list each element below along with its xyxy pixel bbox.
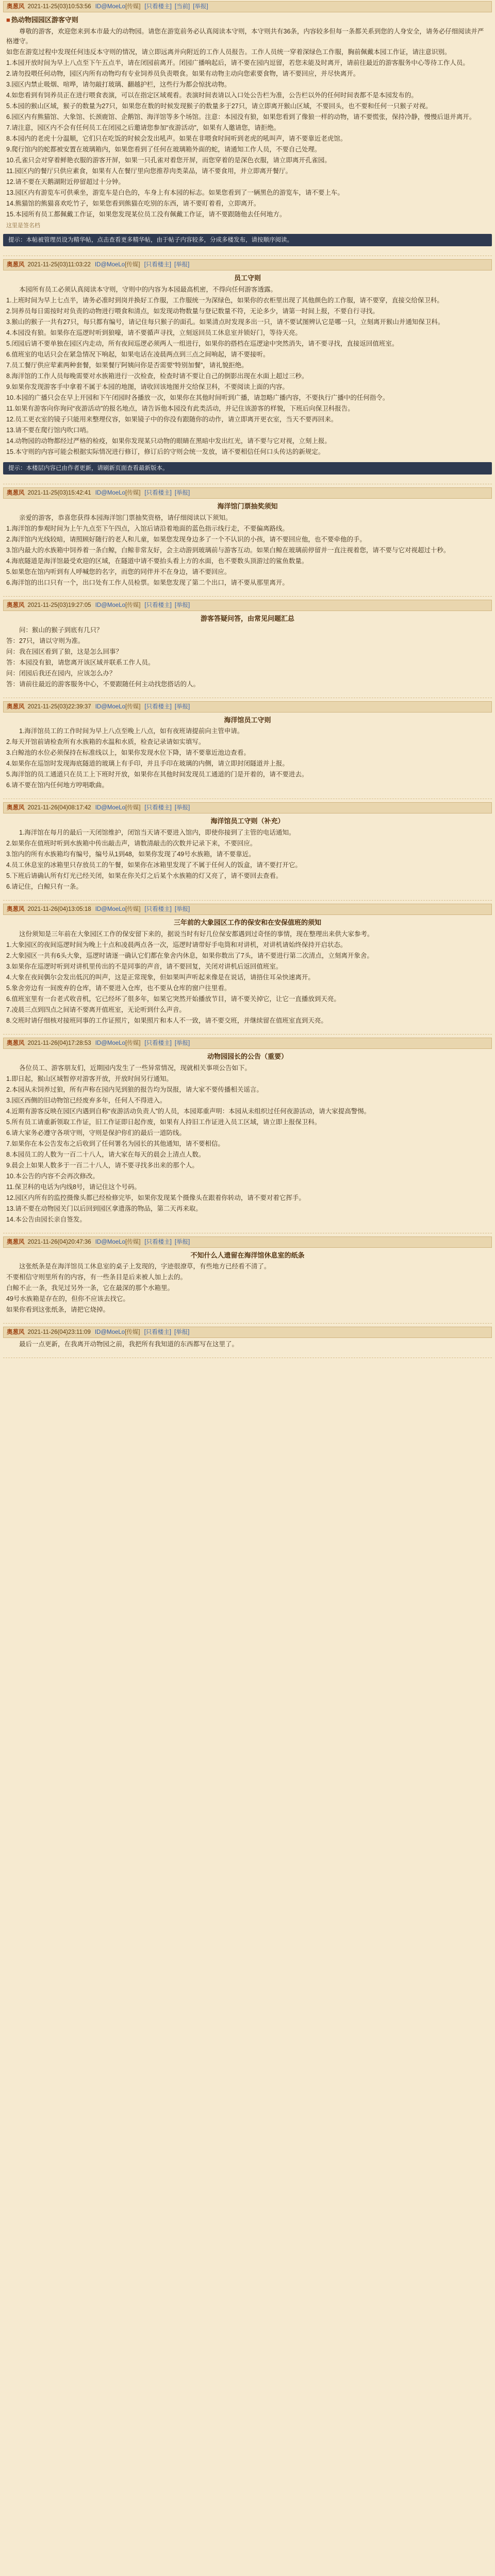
- post-title: [6, 614, 489, 624]
- post-divider: [3, 1227, 492, 1233]
- post: [3, 904, 492, 1035]
- post-paragraph: 答：请前往最近的游客服务中心，不要跟随任何主动找您搭话的人。: [6, 680, 200, 688]
- post-divider: [3, 691, 492, 698]
- post-paragraph: 6.海洋馆的出口只有一个，出口处有工作人员检票。如果您发现了第二个出口，请不要从那里离开。: [6, 579, 289, 586]
- post-author[interactable]: 奥葱风: [7, 703, 25, 710]
- post-action-link[interactable]: [只看楼主]: [144, 4, 172, 10]
- post-body: [3, 270, 492, 459]
- post-uid[interactable]: ID@MoeLo: [95, 1040, 126, 1046]
- post-paragraph: 3.馆内最大的水族箱中饲养着一条白鲸，白鲸非常友好，会主动游到玻璃前与游客互动。如果白鲸在玻璃前停留并一直注视着您，请不要与它对视超过十秒。: [6, 546, 450, 554]
- post-paragraph: 7.如果你在本公告发布之后收到了任何署名为园长的其他通知，请不要相信。: [6, 1140, 224, 1147]
- post-level: [传媒]: [125, 1239, 141, 1245]
- post-paragraph: 3.园区西侧的旧动物馆已经废弃多年，任何人不得进入。: [6, 1096, 167, 1104]
- post-title-text: 海洋馆门票抽奖须知: [217, 502, 278, 511]
- post-paragraph: 10.本园的广播只会在早上开园和下午闭园时各播放一次，如果你在其他时间听到广播，请忽略广播内容，不要执行广播中的任何指令。: [6, 394, 389, 402]
- post-paragraph: 2.如果你在值班时听到水族箱中传出敲击声，请数清敲击的次数并记录下来，不要回应。: [6, 840, 257, 848]
- post-body: [3, 499, 492, 590]
- post-action-link[interactable]: [举报]: [174, 805, 190, 811]
- post-paragraph: 3.白鲸池的水位必须保持在标准线以上，如果你发现水位下降，请不要靠近池边查看。: [6, 749, 250, 757]
- post-divider: [3, 1317, 492, 1324]
- post-title: [6, 715, 489, 725]
- post-body: [3, 611, 492, 691]
- post-paragraph: 13.园区内有游览车可供乘坐，游览车是白色的，车身上有本园的标志。如果您看到了一辆黑色的游览车，请不要上车。: [6, 189, 344, 196]
- post-action-link[interactable]: [举报]: [174, 1239, 190, 1245]
- post-body: [3, 814, 492, 894]
- post-uid[interactable]: ID@MoeLo: [95, 602, 126, 608]
- post-header: [3, 1327, 492, 1338]
- post-paragraph: 6.请不要在馆内任何地方哼唱歌曲。: [6, 782, 108, 789]
- post-header: [3, 802, 492, 814]
- post-paragraph: 8.本园内的老虎十分温顺，它们只在吃饭的时候会发出吼声。如果在非喂食时间听到老虎的吼叫声，请不要靠近老虎馆。: [6, 134, 347, 142]
- post-title-text: 游客答疑问答，由常见问题汇总: [200, 614, 294, 622]
- post-paragraph: 最后一点更新，在我离开动物园之前，我把所有我知道的东西都写在这里了。: [19, 1341, 239, 1348]
- post-paragraph: 7.请注意，园区内不会有任何员工在闭园之后邀请您参加“夜游活动”，如果有人邀请您，请拒绝。: [6, 124, 280, 131]
- post-title: [6, 15, 489, 25]
- post-paragraph: 7.凌晨三点到四点之间请不要离开值班室，无论听到什么声音。: [6, 1006, 186, 1013]
- post-action-link[interactable]: [举报]: [193, 4, 208, 10]
- post-divider: [3, 1028, 492, 1035]
- post-paragraph: 5.下班后请确认所有灯光已经关闭，如果在你关灯之后某个水族箱的灯又亮了，请不要回去查看。: [6, 872, 283, 880]
- post-time: 2021-11-26(04)08:17:42: [27, 805, 91, 811]
- post: [3, 802, 492, 901]
- post-paragraph: 3.猴山的猴子一共有27只，每只都有编号，请记住每只猴子的面孔。如果清点时发现多出一只，请不要试图辨认它是哪一只，立刻离开猴山并通知保卫科。: [6, 318, 444, 326]
- post-paragraph: 1.本园开放时间为早上八点至下午五点半，请在闭园前离开。闭园广播响起后，请不要在园内逗留，若您未能及时离开，请前往最近的游客服务中心等待工作人员。: [6, 59, 469, 66]
- post-author[interactable]: 奥葱风: [7, 1239, 25, 1245]
- post-author[interactable]: 奥葱风: [7, 1329, 25, 1336]
- post-paragraph: 6.请大家务必遵守各项守则，守则是保护你们的最后一道防线。: [6, 1129, 186, 1137]
- post-paragraph: 14.熊猫馆的熊猫喜欢吃竹子，如果您看到熊猫在吃别的东西，请不要盯着看，立即离开。: [6, 199, 260, 207]
- post-action-link[interactable]: [举报]: [174, 703, 190, 710]
- post-paragraph: 12.园区内所有的监控摄像头都已经检修完毕，如果你发现某个摄像头在跟着你转动，请不要对着它挥手。: [6, 1194, 305, 1201]
- post-divider: [3, 894, 492, 901]
- post-paragraph: 4.近期有游客反映在园区内遇到自称“夜游活动负责人”的人员，本园郑重声明：本园从未组织过任何夜游活动，请大家提高警惕。: [6, 1107, 371, 1115]
- post-header: [3, 1236, 492, 1248]
- post-divider: [3, 249, 492, 256]
- post-paragraph: 7.员工餐厅供应荤素两种套餐，如果餐厅阿姨问你是否需要“特别加餐”，请礼貌拒绝。: [6, 362, 248, 369]
- post-paragraph: 4.如您看到有饲养员正在进行喂食表演，可以在指定区域观看。表演时间表请以入口处公告栏为准，公告栏以外的任何时间表都不是本园发布的。: [6, 91, 418, 99]
- post: [3, 1236, 492, 1324]
- post-paragraph: 这份须知是三年前在大象园区工作的保安留下来的，据说当时有好几位保安都遇到过奇怪的事情，现在整理出来供大家参考。: [19, 930, 374, 938]
- post-paragraph: 8.交班时请仔细核对接班同事的工作证照片，如果照片和本人不一致，请不要交班，并继续留在值班室直到天亮。: [6, 1016, 327, 1024]
- post-paragraph: 5.本园的猴山区域，猴子的数量为27只，如果您在数的时候发现猴子的数量多于27只，请立即离开猴山区域，不要回头，也不要和任何一只猴子对视。: [6, 102, 432, 110]
- post-body: [3, 1248, 492, 1317]
- post-paragraph: 如您在游览过程中发现任何违反本守则的情况，请立即远离并向附近的工作人员报告。工作人员统一穿着深绿色工作服，胸前佩戴本园工作证，请注意识别。: [6, 48, 451, 56]
- post-paragraph: 6.值班室的电话只会在紧急情况下响起，如果电话在凌晨两点到三点之间响起，请不要接听。: [6, 351, 270, 359]
- post-action-link[interactable]: [举报]: [174, 1040, 190, 1046]
- post-paragraph: 13.请不要在动物园关门以后回到园区拿遗落的物品，第二天再来取。: [6, 1205, 202, 1212]
- post-paragraph: 答：本园没有狼，请您离开该区域并联系工作人员。: [6, 658, 155, 666]
- post-title: [6, 918, 489, 928]
- post-divider: [3, 478, 492, 484]
- post-paragraph: 2.饲养员每日需按时对负责的动物进行喂食和清点，如发现动物数量与登记数量不符，无论多少，请第一时间上报，不要自行寻找。: [6, 308, 379, 315]
- title-flag-icon: ■: [6, 16, 10, 24]
- post-paragraph: 14.本公告由园长亲自签发。: [6, 1215, 86, 1223]
- post-paragraph: 15.本守则的内容可能会根据实际情况进行修订，修订后的守则会统一发放，请不要相信任何口头传达的新规定。: [6, 448, 325, 456]
- notice-banner: 提示：本帖被管理员设为精华帖，点击查看更多精华帖，由于帖子内容较多，分成多楼发布，请按顺序阅读。: [3, 234, 492, 246]
- post-paragraph: 1.海洋馆在每月的最后一天闭馆维护，闭馆当天请不要进入馆内，即使你接到了主管的电话通知。: [19, 829, 295, 837]
- post-time: 2021-11-25(03)11:03:22: [27, 262, 91, 268]
- post-paragraph: 11.保卫科的电话为内线8号，请记住这个号码。: [6, 1183, 141, 1191]
- post-author[interactable]: 奥葱风: [7, 1040, 25, 1046]
- post-level: [传媒]: [125, 1040, 141, 1046]
- post-paragraph: 12.请不要在天鹅湖附近停留超过十分钟。: [6, 178, 125, 185]
- post-level: [传媒]: [125, 906, 141, 913]
- post-title-text: 员工守则: [234, 274, 261, 282]
- post-action-link[interactable]: [只看楼主]: [144, 1040, 172, 1046]
- post-time: 2021-11-25(03)10:53:56: [27, 4, 91, 10]
- post-paragraph: 4.如果你在巡馆时发现海底隧道的玻璃上有手印，并且手印在玻璃的内侧，请立即封闭隧道并上报。: [6, 760, 289, 768]
- post-body: [3, 915, 492, 1028]
- post-paragraph: 1.海洋馆员工的工作时间为早上八点至晚上八点，如有夜班请提前向主管申请。: [19, 727, 244, 735]
- post-paragraph: 9.爬行馆内的蛇都被安置在玻璃箱内，如果您看到了任何在玻璃箱外面的蛇，请通知工作人员，不要自己处理。: [6, 145, 321, 153]
- post-time: 2021-11-25(03)19:27:05: [27, 602, 91, 608]
- post-header: [3, 259, 492, 270]
- post-action-link[interactable]: [只看楼主]: [144, 602, 172, 608]
- post-signature: 这里是签名档: [6, 222, 40, 229]
- post-title: [6, 1250, 489, 1261]
- post-title-text: 三年前的大象园区工作的保安和在安保值班的须知: [173, 919, 321, 927]
- post: [3, 1327, 492, 1358]
- post-paragraph: 5.如果您在馆内听到有人呼喊您的名字，而您的同伴并不在身边，请不要回应。: [6, 568, 231, 575]
- post-paragraph: 13.请不要在爬行馆内吹口哨。: [6, 427, 93, 434]
- post-uid[interactable]: ID@MoeLo: [95, 490, 126, 497]
- post-paragraph: 9.如果你发现游客手中拿着不属于本园的地图，请收回该地图并交给保卫科，不要阅读上面的内容。: [6, 383, 289, 391]
- post-header: [3, 701, 492, 713]
- post-action-link[interactable]: [举报]: [174, 490, 190, 497]
- post-paragraph: 9.晨会上如果人数多于一百二十八人，请不要寻找多出来的那个人。: [6, 1161, 199, 1169]
- post-paragraph: 2.本园从未饲养过狼，所有声称在园内见到狼的报告均为误报，请大家不要传播相关谣言。: [6, 1086, 263, 1093]
- post-title-text: 不知什么人遗留在海洋馆休息室的纸条: [190, 1251, 305, 1259]
- post-paragraph: 这张纸条是在海洋馆员工休息室的桌子上发现的，字迹很潦草，有些地方已经看不清了。: [19, 1263, 271, 1270]
- post-divider: [3, 1351, 492, 1358]
- post-title-text: 动物园园长的公告（重要）: [207, 1052, 288, 1060]
- post-body: [3, 713, 492, 793]
- post-paragraph: 4.员工休息室的冰箱里只存放员工的午餐，如果你在冰箱里发现了不属于任何人的饭盒，请不要打开它。: [6, 861, 302, 869]
- post-paragraph: 本园所有员工必须认真阅读本守则，守则中的内容为本园最高机密，不得向任何游客透露。: [19, 286, 277, 294]
- post-paragraph: 6.园区内有熊猫馆、大象馆、长颈鹿馆、企鹅馆、海洋馆等多个场馆。注意：本园没有狼，如果您看到了像狼一样的动物，请不要慌张，保持冷静，慢慢后退并离开。: [6, 113, 476, 121]
- post-title-text: 海洋馆员工守则: [224, 716, 271, 724]
- post-paragraph: 12.员工更衣室的镜子只能用来整理仪容，如果镜子中的你没有跟随你的动作，请立即离开更衣室，当天不要再回来。: [6, 416, 338, 423]
- post-uid[interactable]: ID@MoeLo: [95, 4, 126, 10]
- post-divider: [3, 590, 492, 597]
- post-action-link[interactable]: [只看楼主]: [144, 906, 172, 913]
- post-uid[interactable]: ID@MoeLo: [95, 1239, 126, 1245]
- post-paragraph: 不要相信守则里所有的内容，有一些条目是后来被人加上去的。: [6, 1274, 187, 1281]
- post-level: [传媒]: [125, 490, 141, 497]
- post-level: [传媒]: [125, 602, 141, 608]
- post-level: [传媒]: [125, 1329, 140, 1336]
- post: [3, 1038, 492, 1233]
- post-body: [3, 1049, 492, 1227]
- post-action-link[interactable]: [只看楼主]: [144, 262, 171, 268]
- post-paragraph: 如果你看到这张纸条，请把它烧掉。: [6, 1306, 110, 1314]
- post-paragraph: 3.馆内的所有水族箱均有编号，编号从1到48，如果你发现了49号水族箱，请不要靠近。: [6, 851, 255, 858]
- post-paragraph: 5.象舍旁边有一间废弃的仓库，请不要进入仓库，也不要从仓库的窗户往里看。: [6, 984, 231, 992]
- post: [3, 487, 492, 597]
- post-time: 2021-11-26(04)20:47:36: [27, 1239, 91, 1245]
- post-title: [6, 816, 489, 826]
- post-paragraph: 49号水族箱是存在的，但你不应该去找它。: [6, 1295, 129, 1303]
- post-paragraph: 1.海洋馆的参观时间为上午九点至下午四点，入馆后请沿着地面的蓝色指示线行走，不要偏离路线。: [6, 524, 289, 532]
- post-time: 2021-11-26(04)17:28:53: [27, 1040, 91, 1046]
- post-uid[interactable]: ID@MoeLo: [95, 703, 126, 710]
- post-author[interactable]: 奥葱风: [7, 906, 25, 913]
- post-paragraph: 14.动物园的动物都经过严格的检疫，如果你发现某只动物的眼睛在黑暗中发出红光，请不要与它对视，立刻上报。: [6, 437, 331, 445]
- post-paragraph: 5.所有员工请重新领取工作证，旧工作证即日起作废，如果有人持旧工作证进入员工区域，请立即上报保卫科。: [6, 1118, 321, 1126]
- post-paragraph: 亲爱的游客，恭喜您获得本园海洋馆门票抽奖资格，请仔细阅读以下须知。: [19, 514, 232, 521]
- post-paragraph: 8.本园员工的人数为一百二十八人，请大家在每天的晨会上清点人数。: [6, 1150, 205, 1158]
- post-divider: [3, 792, 492, 799]
- post-paragraph: 尊敬的游客，欢迎您来到本市最大的动物园。请您在游览前务必认真阅读本守则，本守则共有36条，内容较多但每一条都关系到您的人身安全，请务必仔细阅读并严格遵守。: [6, 27, 484, 45]
- post-paragraph: 2.海洋馆内光线较暗，请照顾好随行的老人和儿童，如果您发现身边多了一个不认识的小孩，请不要回应他，也不要牵他的手。: [6, 535, 366, 543]
- post-time: 2021-11-25(03)15:42:41: [27, 490, 91, 497]
- post-title-text: 海洋馆员工守则（补充）: [210, 817, 285, 825]
- post-uid[interactable]: ID@MoeLo: [95, 906, 126, 913]
- post-paragraph: 1.即日起，猴山区域暂停对游客开放，开放时间另行通知。: [6, 1075, 173, 1082]
- post-action-link[interactable]: [举报]: [174, 262, 190, 268]
- post-header: [3, 1, 492, 12]
- post-paragraph: 问：闭园后我还在园内，应该怎么办？: [6, 669, 116, 677]
- post-paragraph: 白鲸不止一条，我见过另外一条，它在最深的那个水箱里。: [6, 1284, 174, 1292]
- post-action-link[interactable]: [只看楼主]: [144, 1329, 171, 1336]
- post-title: [6, 273, 489, 283]
- post: [3, 1, 492, 256]
- post-paragraph: 2.大象园区一共有6头大象，巡逻时请逐一确认它们都在象舍内休息，如果你数出了7头，请不要进行第二次清点，立刻离开象舍。: [6, 952, 373, 959]
- post: [3, 600, 492, 698]
- post-paragraph: 15.本园所有员工都佩戴工作证，如果您发现某位员工没有佩戴工作证，请不要跟随他去任何地方。: [6, 210, 286, 218]
- post-title-text: 热动物园园区游客守则: [11, 16, 78, 24]
- post-action-link[interactable]: [只看楼主]: [144, 1239, 172, 1245]
- post-paragraph: 4.海底隧道是海洋馆最受欢迎的区域，在隧道中请不要抬头看上方的水面，也不要数头顶游过的鲨鱼数量。: [6, 557, 308, 565]
- post-action-link[interactable]: [当前]: [174, 4, 190, 10]
- post-paragraph: 4.大象在夜间偶尔会发出低沉的叫声，这是正常现象，但如果叫声听起来像是在说话，请捂住耳朵快速离开。: [6, 973, 315, 981]
- post-paragraph: 6.值班室里有一台老式收音机，它已经坏了很多年，如果它突然开始播放节目，请不要关掉它，让它一直播放到天亮。: [6, 995, 340, 1003]
- post-action-link[interactable]: [只看楼主]: [144, 805, 172, 811]
- post-paragraph: 问：我在园区看到了狼，这是怎么回事？: [6, 648, 123, 655]
- post-paragraph: 5.闭园后请不要单独在园区内走动，所有夜间巡逻必须两人一组进行，如果你的搭档在巡逻途中突然消失，请不要寻找，直接返回值班室。: [6, 340, 399, 348]
- post-author[interactable]: 奥葱风: [7, 602, 25, 608]
- post: [3, 259, 492, 484]
- post-action-link[interactable]: [举报]: [174, 906, 190, 913]
- post-time: 2021-11-26(04)13:05:18: [27, 906, 91, 913]
- post-header: [3, 1038, 492, 1049]
- post-paragraph: 11.园区内的餐厅只供应素食，如果有人在餐厅里向您推荐肉类菜品，请不要食用，并立即离开餐厅。: [6, 167, 292, 175]
- post-author[interactable]: 奥葱风: [7, 262, 25, 268]
- post-action-link[interactable]: [举报]: [174, 602, 190, 608]
- post-author[interactable]: 奥葱风: [7, 490, 25, 497]
- post-paragraph: 3.如果你在巡逻时听到对讲机里传出的不是同事的声音，请不要回复，关闭对讲机后返回值班室。: [6, 962, 283, 970]
- post-paragraph: 4.本园没有狼。如果你在巡逻时听到狼嚎，请不要循声寻找，立刻返回员工休息室并锁好门，等待天亮。: [6, 329, 302, 337]
- post-action-link[interactable]: [只看楼主]: [144, 490, 172, 497]
- post-level: [传媒]: [125, 262, 140, 268]
- post-paragraph: 5.海洋馆的员工通道只在员工上下班时开放，如果你在其他时间发现员工通道的门是开着的，请不要进去。: [6, 771, 308, 778]
- post-paragraph: 8.海洋馆的工作人员每晚需要对水族箱进行一次检查，检查时请不要让自己的倒影出现在水面上超过三秒。: [6, 372, 308, 380]
- post-paragraph: 1.大象园区的夜间巡逻时间为晚上十点和凌晨两点各一次，巡逻时请带好手电筒和对讲机，对讲机请始终保持开启状态。: [6, 941, 347, 948]
- post-paragraph: 6.请记住，白鲸只有一条。: [6, 883, 82, 891]
- post-time: 2021-11-25(03)22:39:37: [27, 703, 91, 710]
- post-paragraph: 2.请勿投喂任何动物，园区内所有动物均有专业饲养员负责喂食。如果有动物主动向您索要食物，请不要回应，并尽快离开。: [6, 70, 360, 77]
- post-title: [6, 1052, 489, 1062]
- post-title: [6, 501, 489, 512]
- post-paragraph: 3.园区内禁止吸烟、喧哗，请勿敲打玻璃、翻越护栏，这些行为都会惊扰动物。: [6, 80, 231, 88]
- post-paragraph: 11.如果有游客向你询问“夜游活动”的报名地点，请告诉他本园没有此类活动，并记住该游客的样貌，下班后向保卫科报告。: [6, 405, 354, 413]
- post-uid[interactable]: ID@MoeLo: [95, 805, 126, 811]
- post-body: [3, 1338, 492, 1351]
- post-paragraph: 各位员工、游客朋友们，近期园内发生了一些异常情况，现就相关事项公告如下。: [19, 1064, 252, 1072]
- post-author[interactable]: 奥葱风: [7, 4, 25, 10]
- post-author[interactable]: 奥葱风: [7, 805, 25, 811]
- post-level: [传媒]: [125, 703, 141, 710]
- post-paragraph: 答：27只，请以守则为准。: [6, 637, 85, 645]
- post-body: [3, 12, 492, 231]
- post-header: [3, 904, 492, 915]
- post-paragraph: 1.上班时间为早上七点半，请务必准时到岗并换好工作服，工作服统一为深绿色，如果你的衣柜里出现了其他颜色的工作服，请不要穿，直接交给保卫科。: [6, 297, 443, 304]
- post-action-link[interactable]: [只看楼主]: [144, 703, 172, 710]
- notice-banner: 提示：本楼层内容已由作者更新，请刷新页面查看最新版本。: [3, 462, 492, 474]
- post-paragraph: 10.本公告的内容不会再次修改。: [6, 1172, 99, 1180]
- post: [3, 701, 492, 800]
- post-header: [3, 600, 492, 611]
- post-header: [3, 487, 492, 499]
- post-paragraph: 2.每天开馆前请检查所有水族箱的水温和水质，检查记录请如实填写。: [6, 738, 205, 746]
- post-uid[interactable]: ID@MoeLo: [94, 262, 125, 268]
- post-uid[interactable]: ID@MoeLo: [94, 1329, 125, 1336]
- post-action-link[interactable]: [举报]: [174, 1329, 190, 1336]
- post-level: [传媒]: [125, 805, 141, 811]
- post-paragraph: 问：猴山的猴子到底有几只？: [19, 626, 103, 634]
- post-level: [传媒]: [125, 4, 141, 10]
- post-time: 2021-11-26(04)23:11:09: [27, 1329, 91, 1336]
- post-paragraph: 10.孔雀只会对穿着鲜艳衣服的游客开屏，如果一只孔雀对着您开屏，而您穿着的是深色衣服，请立即离开孔雀园。: [6, 156, 331, 164]
